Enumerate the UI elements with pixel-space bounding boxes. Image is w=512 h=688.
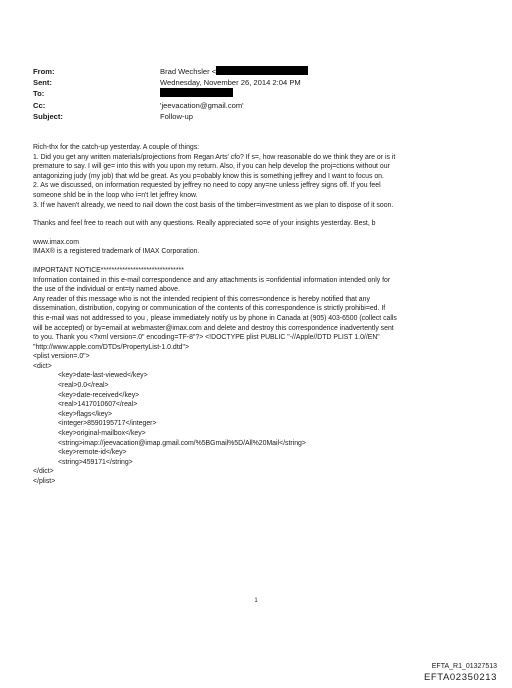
from-value: Brad Wechsler < bbox=[160, 66, 483, 77]
plist-item: <key>flags</key> bbox=[58, 410, 113, 418]
trademark-note: IMAX® is a registered trademark of IMAX Corporation. bbox=[33, 248, 200, 256]
plist-item: <key>remote-id</key> bbox=[58, 449, 127, 457]
to-label: To: bbox=[33, 89, 45, 99]
redaction-box bbox=[216, 66, 308, 75]
plist-item: <real>0.0</real> bbox=[58, 382, 109, 390]
plist-item: <key>original-mailbox</key> bbox=[58, 430, 146, 438]
greeting: Rich-thx for the catch-up yesterday. A couple of things: bbox=[33, 144, 200, 151]
footer-id-primary: EFTA_R1_01327513 bbox=[431, 663, 497, 670]
notice-line: this e-mail was not addressed to you , please immediately notify us by phone in Canada at (905) 403-6500 (collect calls bbox=[33, 314, 397, 322]
sent-value: Wednesday, November 26, 2014 2:04 PM bbox=[160, 78, 301, 88]
plist-item: <integer>8590195717</integer> bbox=[58, 420, 157, 428]
item3-line: 3. If we haven't already, we need to nail down the cost basis of the timber=investment as we plan to dispose of it soon. bbox=[33, 201, 394, 209]
email-header bbox=[33, 66, 483, 122]
plist-item: <string>imap://jeevacation@imap.gmail.com/%5BGmail%5D/All%20Mail</string> bbox=[58, 439, 306, 447]
plist-item: <string>459171</string> bbox=[58, 458, 133, 466]
plist-item: <key>date-received</key> bbox=[58, 391, 140, 399]
from-row bbox=[33, 66, 483, 77]
from-label: From: bbox=[33, 67, 55, 76]
item1-line: premature to say. I will ge= into this with you upon my return. Also, if you can help develop the proj=ctions without our bbox=[33, 163, 390, 171]
notice-title: IMPORTANT NOTICE******************************* bbox=[33, 266, 184, 274]
notice-line: the use of the individual or ent=ty named above. bbox=[33, 286, 180, 294]
notice-line: Any reader of this message who is not the intended recipient of this corres=ondence is hereby notified that any bbox=[33, 295, 370, 303]
plist-close: </dict> bbox=[33, 468, 54, 476]
notice-line: will be accepted) or by=email at webmaster@imax.com and delete and destroy this correspondence inadvertently sent bbox=[33, 324, 394, 332]
plist-close: </plist> bbox=[33, 478, 56, 485]
notice-line: "http://www.apple.com/DTDs/PropertyList-1.0.dtd"> bbox=[33, 343, 189, 351]
cc-label: Cc: bbox=[33, 100, 46, 110]
page-number: 1 bbox=[254, 598, 258, 604]
item1-line: antagonizing judy (my job) that wld be great. As you p=obably know this is something jeffrey and I want to focus on. bbox=[33, 172, 384, 180]
subject-value: Follow-up bbox=[160, 111, 193, 121]
item1-line: 1. Did you get any written materials/projections from Regan Arts' cfo? If s=, how reasonable do we think they are or is it bbox=[33, 153, 396, 161]
plist-item: <real>1417010607</real> bbox=[58, 401, 138, 409]
footer-id-secondary: EFTA02350213 bbox=[423, 672, 497, 683]
to-row bbox=[33, 88, 483, 99]
cc-value: 'jeevacation@gmail.com' bbox=[160, 100, 244, 110]
notice-line: <dict> bbox=[33, 362, 52, 370]
item2-line: 2. As we discussed, on information requested by jeffrey no need to copy any=ne unless jeffrey signs off. If you feel bbox=[33, 182, 381, 190]
to-value bbox=[160, 88, 483, 99]
notice-line: to you. Thank you <?xml version=.0" encoding=TF-8"?> <!DOCTYPE plist PUBLIC "-//Apple//DTD PLIST 1.0//EN" bbox=[33, 334, 380, 342]
notice-line: dissemination, distribution, copying or communication of the contents of this correspondence is strictly prohibi=ed. If bbox=[33, 305, 386, 313]
cc-row bbox=[33, 100, 483, 111]
plist-item: <key>date-last-viewed</key> bbox=[58, 372, 148, 380]
website-link: www.imax.com bbox=[33, 238, 79, 246]
subject-label: Subject: bbox=[33, 111, 63, 121]
sent-row bbox=[33, 77, 483, 88]
redaction-box bbox=[160, 88, 233, 97]
sent-label: Sent: bbox=[33, 78, 52, 88]
notice-line: Information contained in this e-mail correspondence and any attachments is =onfidential information intended only for bbox=[33, 276, 391, 284]
subject-row bbox=[33, 111, 483, 122]
closing: Thanks and feel free to reach out with any questions. Really appreciated so=e of your insights yesterday. Best, b bbox=[33, 220, 376, 228]
notice-line: <plist version=.0"> bbox=[33, 353, 90, 361]
email-body bbox=[33, 143, 485, 487]
item2-line: someone shld be in the loop who i=n't let jeffrey know. bbox=[33, 191, 198, 199]
